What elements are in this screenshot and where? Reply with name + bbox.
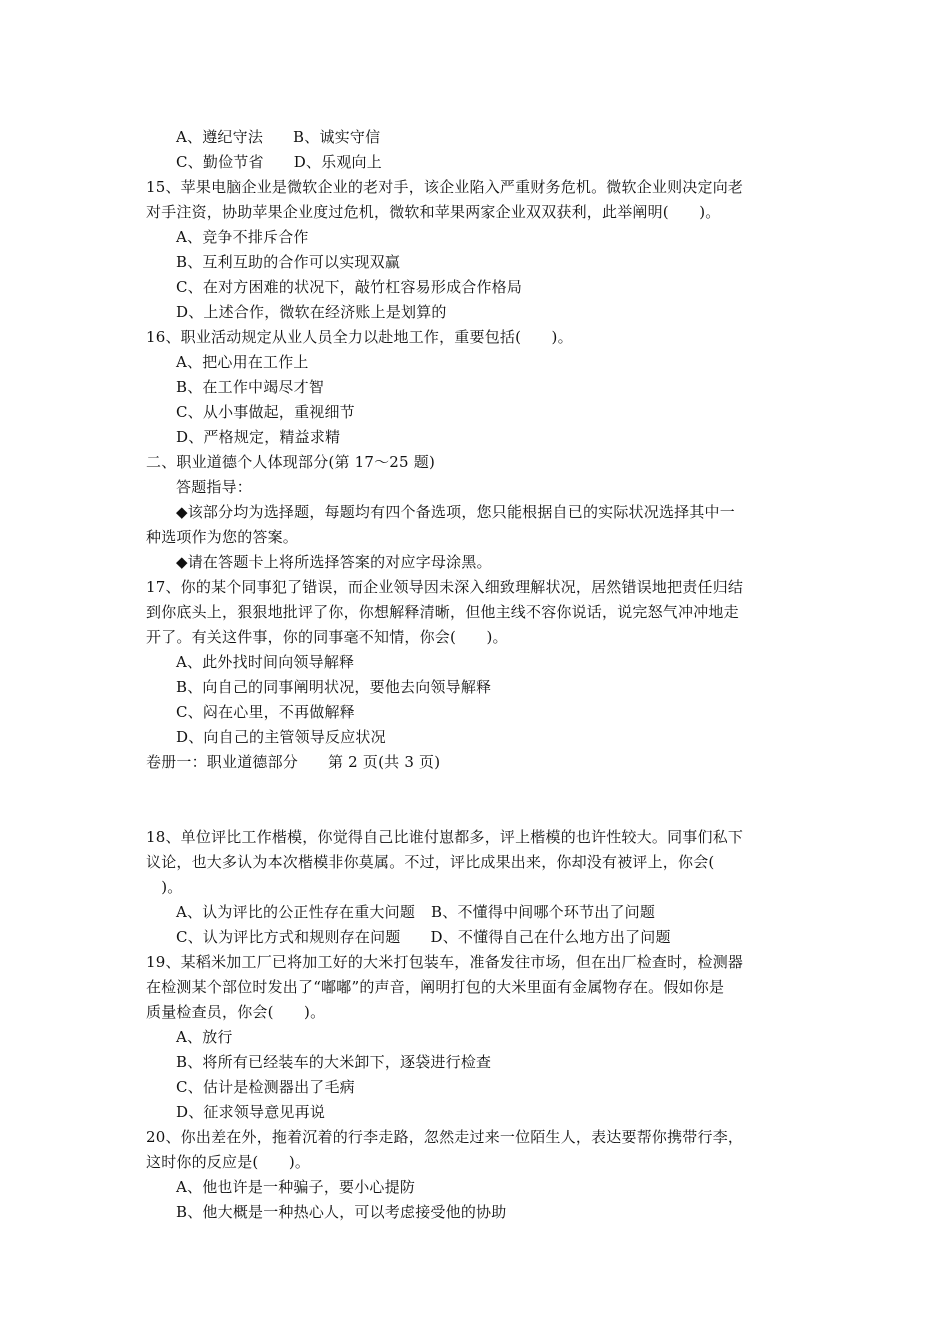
footer-left: 卷册一：职业道德部分 [146, 753, 299, 771]
question-text: 15、苹果电脑企业是微软企业的老对手，该企业陷入严重财务危机。微软企业则决定向老 [146, 178, 744, 196]
question-text: 开了。有关这件事，你的同事毫不知情，你会( )。 [146, 628, 508, 646]
question-text: )。 [146, 878, 183, 896]
option: B、他大概是一种热心人，可以考虑接受他的协助 [176, 1203, 507, 1221]
option-row [176, 902, 655, 922]
question-text: 到你底头上，狠狠地批评了你，你想解释清晰，但他主线不容你说话，说完怒气冲冲地走 [146, 603, 739, 621]
option: D、上述合作，微软在经济账上是划算的 [176, 303, 447, 321]
question-text: 议论，也大多认为本次楷模非你莫属。不过，评比成果出来，你却没有被评上，你会( [146, 853, 715, 871]
option: A、他也许是一种骗子，要小心提防 [176, 1178, 416, 1196]
option: D、严格规定，精益求精 [176, 428, 341, 446]
option-c: C、认为评比方式和规则存在问题 [176, 928, 401, 946]
instruction-bullet: ◆该部分均为选择题，每题均有四个备选项，您只能根据自已的实际状况选择其中一 [176, 503, 735, 521]
option-row [176, 927, 671, 947]
question-text: 20、你出差在外，拖着沉着的行李走路，忽然走过来一位陌生人，表达要帮你携带行李， [146, 1128, 744, 1146]
option: A、放行 [176, 1028, 233, 1046]
section-heading: 二、职业道德个人体现部分(第 17～25 题) [146, 453, 436, 471]
option-b: B、诚实守信 [293, 128, 381, 146]
option: C、闷在心里，不再做解释 [176, 703, 355, 721]
option: D、征求领导意见再说 [176, 1103, 326, 1121]
option-a: A、遵纪守法 [176, 128, 264, 146]
option: B、将所有已经装车的大米卸下，逐袋进行检查 [176, 1053, 492, 1071]
guide-label: 答题指导： [176, 478, 253, 496]
option-c: C、勤俭节省 [176, 153, 264, 171]
question-text: 在检测某个部位时发出了“嘟嘟”的声音，阐明打包的大米里面有金属物存在。假如你是 [146, 978, 725, 996]
question-text: 17、你的某个同事犯了错误，而企业领导因未深入细致理解状况，居然错误地把责任归结 [146, 578, 744, 596]
question-text: 18、单位评比工作楷模，你觉得自己比谁付崽都多，评上楷模的也许性较大。同事们私下 [146, 828, 744, 846]
option: C、在对方困难的状况下，敲竹杠容易形成合作格局 [176, 278, 523, 296]
instruction-bullet-cont: 种选项作为您的答案。 [146, 528, 299, 546]
option-a: A、认为评比的公正性存在重大问题 [176, 903, 416, 921]
question-text: 对手注资，协助苹果企业度过危机，微软和苹果两家企业双双获利，此举阐明( )。 [146, 203, 721, 221]
option: B、互利互助的合作可以实现双赢 [176, 253, 401, 271]
option: B、向自己的同事阐明状况，要他去向领导解释 [176, 678, 492, 696]
question-text: 19、某稻米加工厂已将加工好的大米打包装车，准备发往市场，但在出厂检查时，检测器 [146, 953, 744, 971]
instruction-bullet: ◆请在答题卡上将所选择答案的对应字母涂黑。 [176, 553, 492, 571]
question-text: 这时你的反应是( )。 [146, 1153, 311, 1171]
footer-page-number: 第 2 页(共 3 页) [328, 753, 441, 771]
option: D、向自己的主管领导反应状况 [176, 728, 386, 746]
option-b: B、不懂得中间哪个环节出了问题 [431, 903, 656, 921]
option: A、竞争不排斥合作 [176, 228, 309, 246]
option-d: D、不懂得自己在什么地方出了问题 [430, 928, 671, 946]
page-footer [146, 752, 440, 772]
question-text: 质量检查员，你会( )。 [146, 1003, 326, 1021]
option-row [176, 152, 382, 172]
question-text: 16、职业活动规定从业人员全力以赴地工作，重要包括( )。 [146, 328, 573, 346]
option: B、在工作中竭尽才智 [176, 378, 325, 396]
option: A、此外找时间向领导解释 [176, 653, 355, 671]
option: C、从小事做起，重视细节 [176, 403, 355, 421]
option-row [176, 127, 380, 147]
option: A、把心用在工作上 [176, 353, 309, 371]
option: C、估计是检测器出了毛病 [176, 1078, 355, 1096]
option-d: D、乐观向上 [293, 153, 382, 171]
